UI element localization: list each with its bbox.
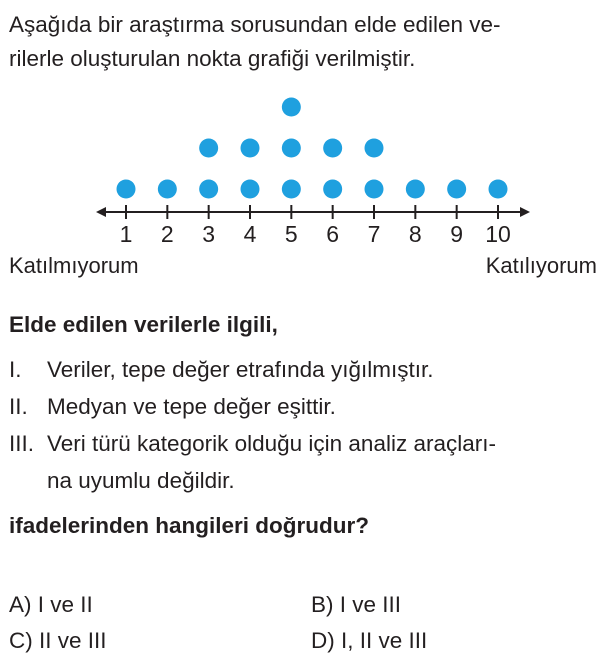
dot-7-1 [365,180,384,199]
dot-4-1 [241,180,260,199]
dot-5-1 [282,180,301,199]
option-b[interactable] [311,590,401,620]
option-c[interactable] [9,626,107,656]
statement-3 [9,425,599,499]
tick-label-2: 2 [160,221,174,247]
statement-text: Veriler, tepe değer etrafında yığılmıştır. [47,357,434,382]
tick-label-1: 1 [119,221,133,247]
tick-label-4: 4 [243,221,257,247]
option-letter: C) [9,628,33,653]
statement-text: Veri türü kategorik olduğu için analiz araçları- na uyumlu değildir. [47,431,496,493]
statement-1 [9,351,599,388]
dot-3-2 [199,139,218,158]
left-end-label: Katılmıyorum [9,253,139,278]
option-letter: D) [311,628,335,653]
option-text: I, II ve III [341,628,428,653]
tick-label-5: 5 [284,221,298,247]
dot-4-2 [241,139,260,158]
dot-10-1 [489,180,508,199]
option-letter: A) [9,592,32,617]
dot-5-2 [282,139,301,158]
option-text: II ve III [39,628,107,653]
question-prompt: ifadelerinden hangileri doğrudur? [9,513,370,538]
statement-2 [9,388,599,425]
dot-3-1 [199,180,218,199]
statement-text: Medyan ve tepe değer eşittir. [47,394,336,419]
dot-1-1 [117,180,136,199]
option-d[interactable] [311,626,427,656]
axis-right-arrow [520,207,530,217]
statement-number: I. [9,357,22,382]
right-end-label: Katılıyorum [485,253,597,278]
axis-left-arrow [96,207,106,217]
dot-6-2 [323,139,342,158]
tick-label-9: 9 [450,221,464,247]
tick-label-7: 7 [367,221,381,247]
tick-label-3: 3 [202,221,216,247]
tick-label-10: 10 [485,221,511,247]
statement-number: III. [9,431,35,456]
option-text: I ve II [37,592,93,617]
dot-5-3 [282,98,301,117]
dot-plot [0,92,605,252]
dot-9-1 [447,180,466,199]
tick-label-6: 6 [326,221,340,247]
intro-line-2: rilerle oluşturulan nokta grafiği verilmiştir. [9,46,416,71]
dot-2-1 [158,180,177,199]
option-a[interactable] [9,590,93,620]
intro-line-1: Aşağıda bir araştırma sorusundan elde edilen ve- [9,12,501,37]
tick-label-8: 8 [408,221,422,247]
option-letter: B) [311,592,334,617]
dot-6-1 [323,180,342,199]
dot-8-1 [406,180,425,199]
question-title: Elde edilen verilerle ilgili, [9,312,278,337]
option-text: I ve III [339,592,402,617]
dot-7-2 [365,139,384,158]
intro-text [9,8,599,76]
statement-number: II. [9,394,28,419]
dots-layer [117,98,508,199]
statement-list [9,351,599,499]
